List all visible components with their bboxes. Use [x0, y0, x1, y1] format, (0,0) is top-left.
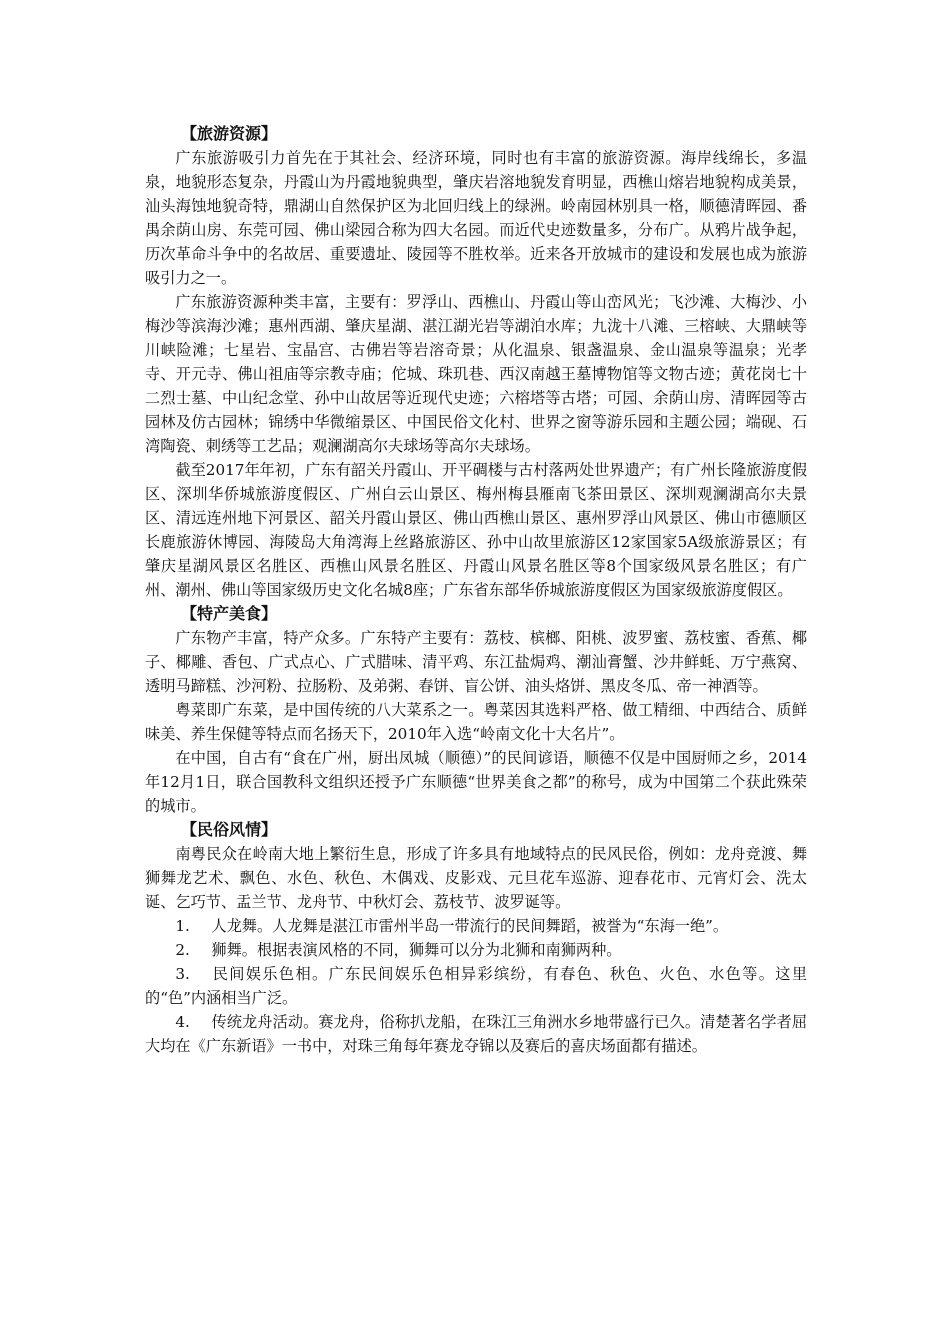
- section-heading-tourism: 【旅游资源】: [181, 124, 278, 143]
- list-number: 2.: [175, 941, 190, 959]
- list-text: 人龙舞。人龙舞是湛江市雷州半岛一带流行的民间舞蹈，被誉为“东海一绝”。: [211, 917, 729, 935]
- list-item: [145, 938, 807, 962]
- list-number: 4.: [175, 1013, 190, 1031]
- section-heading-customs: 【民俗风情】: [181, 820, 278, 839]
- list-number: 1.: [175, 917, 190, 935]
- section-heading-food: 【特产美食】: [181, 604, 278, 623]
- paragraph: 截至2017年年初，广东有韶关丹霞山、开平碉楼与古村落两处世界遗产；有广州长隆旅游度假区、深圳华侨城旅游度假区、广州白云山景区、梅州梅县雁南飞茶田景区、深圳观澜湖高尔夫景区、清远连州地下河景区、韶关丹霞山景区、佛山西樵山景区、惠州罗浮山风景区、佛山市德顺区长鹿旅游休博园、海陵岛大角湾海上丝路旅游区、孙中山故里旅游区12家国家5A级旅游景区；有肇庆星湖风景区名胜区、西樵山风景名胜区、丹霞山风景名胜区等8个国家级风景名胜区；有广州、潮州、佛山等国家级历史文化名城8座；广东省东部华侨城旅游度假区为国家级旅游度假区。: [145, 461, 807, 599]
- paragraph: 在中国，自古有“食在广州，厨出凤城（顺德）”的民间谚语，顺德不仅是中国厨师之乡，2014年12月1日，联合国教科文组织还授予广东顺德“世界美食之都”的称号，成为中国第二个获此殊荣的城市。: [145, 749, 807, 815]
- paragraph: 粤菜即广东菜，是中国传统的八大菜系之一。粤菜因其选料严格、做工精细、中西结合、质鲜味美、养生保健等特点而名扬天下，2010年入选“岭南文化十大名片”。: [145, 701, 807, 743]
- list-item: [145, 1010, 807, 1058]
- paragraph: 广东物产丰富，特产众多。广东特产主要有：荔枝、槟榔、阳桃、波罗蜜、荔枝蜜、香蕉、椰子、椰雕、香包、广式点心、广式腊味、清平鸡、东江盐焗鸡、潮汕膏蟹、沙井鲜蚝、万宁燕窝、透明马蹄糕、沙河粉、拉肠粉、及弟粥、春饼、盲公饼、油头烙饼、黑皮冬瓜、帝一神酒等。: [145, 629, 807, 695]
- paragraph: 广东旅游吸引力首先在于其社会、经济环境，同时也有丰富的旅游资源。海岸线绵长，多温泉，地貌形态复杂，丹霞山为丹霞地貌典型，肇庆岩溶地貌发育明显，西樵山熔岩地貌构成美景，汕头海蚀地貌奇特，鼎湖山自然保护区为北回归线上的绿洲。岭南园林别具一格，顺德清晖园、番禺余荫山房、东莞可园、佛山梁园合称为四大名园。而近代史迹数量多，分布广。从鸦片战争起，历次革命斗争中的名故居、重要遗址、陵园等不胜枚举。近来各开放城市的建设和发展也成为旅游吸引力之一。: [145, 149, 807, 287]
- paragraph: 南粤民众在岭南大地上繁衍生息，形成了许多具有地域特点的民风民俗，例如：龙舟竞渡、舞狮舞龙艺术、飘色、水色、秋色、木偶戏、皮影戏、元旦花车巡游、迎春花市、元宵灯会、洗太诞、乞巧节、盂兰节、龙舟节、中秋灯会、荔枝节、波罗诞等。: [145, 845, 807, 911]
- paragraph: 广东旅游资源种类丰富，主要有：罗浮山、西樵山、丹霞山等山峦风光；飞沙滩、大梅沙、小梅沙等滨海沙滩；惠州西湖、肇庆星湖、湛江湖光岩等湖泊水库；九泷十八滩、三榕峡、大鼎峡等川峡险滩；七星岩、宝晶宫、古佛岩等岩溶奇景；从化温泉、银盏温泉、金山温泉等温泉；光孝寺、开元寺、佛山祖庙等宗教寺庙；佗城、珠玑巷、西汉南越王墓博物馆等文物古迹；黄花岗七十二烈士墓、中山纪念堂、孙中山故居等近现代史迹；六榕塔等古塔；可园、余荫山房、清晖园等古园林及仿古园林；锦绣中华微缩景区、中国民俗文化村、世界之窗等游乐园和主题公园；端砚、石湾陶瓷、刺绣等工艺品；观澜湖高尔夫球场等高尔夫球场。: [145, 293, 807, 455]
- list-number: 3.: [175, 965, 190, 983]
- list-item: [145, 914, 807, 938]
- list-text: 狮舞。根据表演风格的不同，狮舞可以分为北狮和南狮两种。: [211, 941, 622, 959]
- list-item: [145, 962, 807, 1010]
- list-text: 传统龙舟活动。赛龙舟，俗称扒龙船，在珠江三角洲水乡地带盛行已久。清楚著名学者屈大均在《广东新语》一书中，对珠三角每年赛龙夺锦以及赛后的喜庆场面都有描述。: [145, 1013, 807, 1055]
- document-page: [145, 122, 807, 1058]
- list-text: 民间娱乐色相。广东民间娱乐色相异彩缤纷，有春色、秋色、火色、水色等。这里的“色”内涵相当广泛。: [145, 965, 807, 1007]
